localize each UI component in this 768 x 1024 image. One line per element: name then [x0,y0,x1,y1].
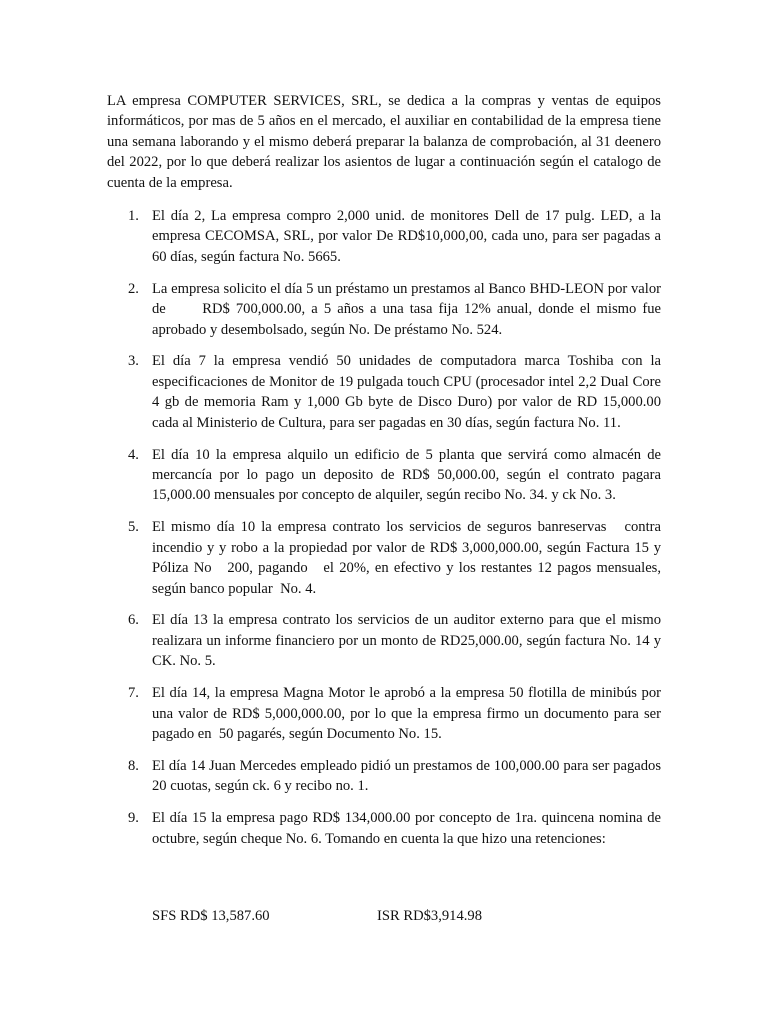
item-text: El día 13 la empresa contrato los servicios de un auditor externo para que el mismo realizara un informe financiero por un monto de RD25,000.00, según factura No. 14 y CK. No. 5. [152,612,676,670]
item-number: 3. [128,353,139,370]
item-text: El día 14, la empresa Magna Motor le aprobó a la empresa 50 flotilla de minibús por una valor de RD$ 5,000,000.00, por lo que la empresa firmo un documento para ser pagado en 50 pagarés, según Documento No. 15. [152,685,665,742]
item-number: 8. [128,757,139,774]
item-number: 5. [128,519,139,536]
isr-retention: ISR RD$3,914.98 [377,908,483,924]
list-item [0,351,768,433]
list-item [0,683,768,744]
item-text: El día 10 la empresa alquilo un edificio de 5 planta que servirá como almacén de mercancía por lo pago un deposito de RD$ 50,000.00, según el contrato pagara 15,000.00 mensuales por concepto de alquiler, según recibo No. 34. y ck No. 3. [152,446,661,504]
item-text: El día 14 Juan Mercedes empleado pidió un prestamos de 100,000.00 para ser pagados 20 cuotas, según ck. 6 y recibo no. 1. [152,757,661,795]
item-text: El día 15 la empresa pago RD$ 134,000.00 por concepto de 1ra. quincena nomina de octubre, según cheque No. 6. Tomando en cuenta la que hizo una retenciones: [152,810,661,847]
item-number: 2. [128,280,139,297]
list-item [0,756,768,797]
item-number: 1. [128,208,139,224]
list-item [0,445,768,506]
list-item [0,279,768,340]
item-number: 6. [128,612,139,629]
intro-paragraph: LA empresa COMPUTER SERVICES, SRL, se dedica a la compras y ventas de equipos informáticos, por mas de 5 años en el mercado, el auxiliar en contabilidad de la empresa tiene una semana laborando y el mismo deberá preparar la balanza de comprobación, al 31 deenero del 2022, por lo que deberá realizar los asientos de lugar a continuación según el catalogo de cuenta de la empresa. [107,93,661,191]
list-item [0,517,768,599]
item-text: El día 7 la empresa vendió 50 unidades de computadora marca Toshiba con la especificaciones de Monitor de 19 pulgada touch CPU (procesador intel 2,2 Dual Core 4 gb de memoria Ram y 1,000 Gb byte de Disco Duro) por valor de RD 15,000.00 cada al Ministerio de Cultura, para ser pagadas en 30 días, según factura No. 11. [152,353,661,431]
sfs-retention: SFS RD$ 13,587.60 [152,908,270,924]
list-item [0,206,768,267]
item-number: 7. [128,685,139,702]
transaction-list [0,206,768,860]
item-number: 4. [128,446,139,463]
retentions-row [152,906,661,927]
item-text: La empresa solicito el día 5 un préstamo un prestamos al Banco BHD-LEON por valor de RD$ 700,000.00, a 5 años a una tasa fija 12% anual, donde el mismo fue aprobado y desembolsado, según No. De préstamo No. 524. [152,280,665,338]
list-item [0,808,768,849]
item-text: El día 2, La empresa compro 2,000 unid. de monitores Dell de 17 pulg. LED, a la empresa CECOMSA, SRL, por valor De RD$10,000,00, cada uno, para ser pagadas a 60 días, según factura No. 5665. [152,208,661,265]
list-item [0,610,768,671]
item-text: El mismo día 10 la empresa contrato los servicios de seguros banreservas contra incendio y y robo a la propiedad por valor de RD$ 3,000,000.00, según Factura 15 y Póliza No 200, pagando el 20%, en efectivo y los restantes 12 pagos mensuales, según banco popular No. 4. [152,519,665,597]
item-number: 9. [128,810,139,827]
